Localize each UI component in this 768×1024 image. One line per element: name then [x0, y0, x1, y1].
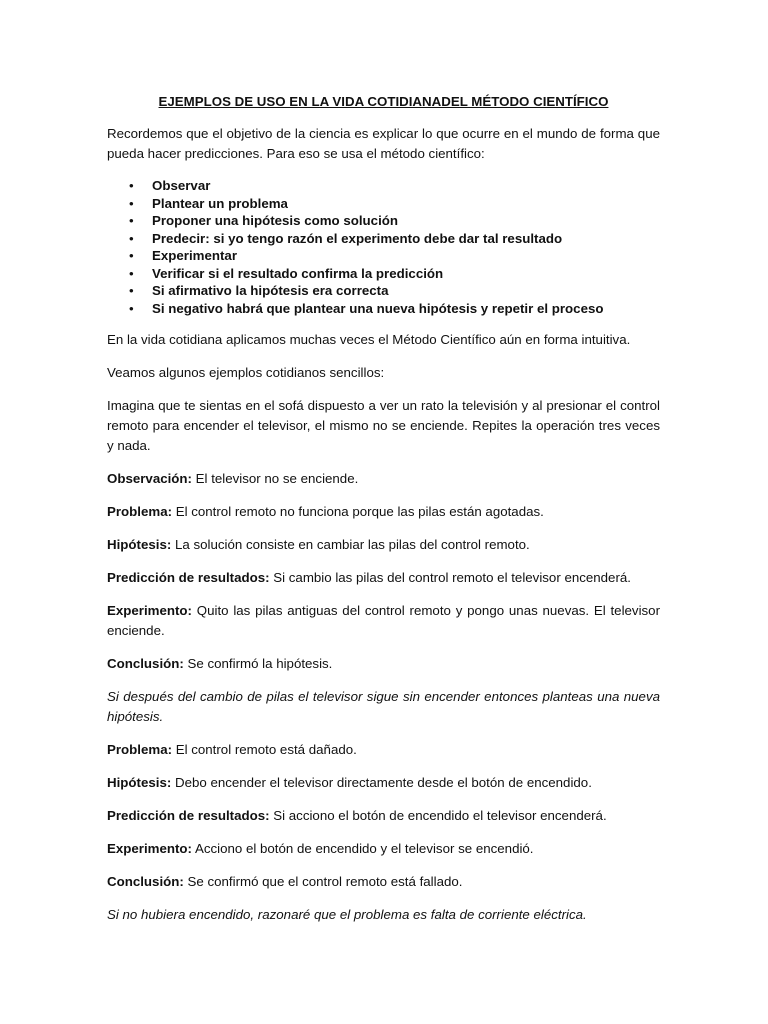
experimento-paragraph: Experimento: Quito las pilas antiguas del control remoto y pongo unas nuevas. El televisor enciende. — [107, 603, 660, 638]
conclusion-paragraph: Conclusión: Se confirmó la hipótesis. — [107, 656, 333, 671]
hipotesis-2-paragraph: Hipótesis: Debo encender el televisor directamente desde el botón de encendido. — [107, 775, 592, 790]
observacion-paragraph: Observación: El televisor no se enciende. — [107, 471, 359, 486]
conclusion-label: Conclusión: — [107, 874, 184, 889]
prediccion-label: Predicción de resultados: — [107, 570, 270, 585]
observacion-label: Observación: — [107, 471, 192, 486]
bullet-icon: • — [129, 230, 134, 246]
list-item: • Proponer una hipótesis como solución — [129, 213, 399, 228]
experimento-label: Experimento: — [107, 841, 192, 856]
scenario-paragraph: Imagina que te sientas en el sofá dispuesto a ver un rato la televisión y al presionar el control remoto para encender el televisor, el mismo no se enciende. Repites la operación tres veces y nada. — [107, 398, 660, 453]
daily-life-paragraph: En la vida cotidiana aplicamos muchas veces el Método Científico aún en forma intuitiva. — [107, 332, 631, 347]
hipotesis-label: Hipótesis: — [107, 775, 172, 790]
conclusion-2-paragraph: Conclusión: Se confirmó que el control remoto está fallado. — [107, 874, 463, 889]
bullet-icon: • — [129, 265, 134, 281]
document-title: EJEMPLOS DE USO EN LA VIDA COTIDIANADEL MÉTODO CIENTÍFICO — [158, 94, 609, 109]
list-item: • Plantear un problema — [129, 195, 288, 211]
experimento-2-paragraph: Experimento: Acciono el botón de encendido y el televisor se encendió. — [107, 841, 534, 856]
hipotesis-paragraph: Hipótesis: La solución consiste en cambiar las pilas del control remoto. — [107, 537, 530, 552]
list-item: • Si negativo habrá que plantear una nueva hipótesis y repetir el proceso — [129, 300, 604, 316]
experimento-label: Experimento: — [107, 603, 192, 618]
problema-label: Problema: — [107, 504, 173, 519]
transition-note: Si después del cambio de pilas el televisor sigue sin encender entonces planteas una nueva hipótesis. — [107, 689, 660, 724]
final-note: Si no hubiera encendido, razonaré que el problema es falta de corriente eléctrica. — [107, 907, 587, 922]
list-item: • Predecir: si yo tengo razón el experimento debe dar tal resultado — [129, 230, 563, 246]
prediccion-2-paragraph: Predicción de resultados: Si acciono el botón de encendido el televisor encenderá. — [107, 808, 607, 823]
bullet-icon: • — [129, 195, 134, 211]
problema-label: Problema: — [107, 742, 173, 757]
bullet-icon: • — [129, 213, 134, 228]
list-item: • Si afirmativo la hipótesis era correcta — [129, 283, 389, 298]
list-item: • Observar — [129, 178, 211, 193]
intro-paragraph: Recordemos que el objetivo de la ciencia es explicar lo que ocurre en el mundo de forma que pueda hacer predicciones. Para eso se usa el método científico: — [107, 126, 660, 161]
list-item: • Experimentar — [129, 248, 237, 263]
problema-paragraph: Problema: El control remoto no funciona porque las pilas están agotadas. — [107, 504, 544, 519]
bullet-icon: • — [129, 300, 134, 316]
bullet-icon: • — [129, 248, 134, 263]
problema-2-paragraph: Problema: El control remoto está dañado. — [107, 742, 357, 757]
hipotesis-label: Hipótesis: — [107, 537, 172, 552]
prediccion-paragraph: Predicción de resultados: Si cambio las pilas del control remoto el televisor encenderá. — [107, 570, 631, 585]
scientific-method-steps — [107, 177, 660, 317]
prediccion-label: Predicción de resultados: — [107, 808, 270, 823]
examples-intro-paragraph: Veamos algunos ejemplos cotidianos sencillos: — [107, 365, 385, 380]
conclusion-label: Conclusión: — [107, 656, 184, 671]
bullet-icon: • — [129, 283, 134, 298]
list-item: • Verificar si el resultado confirma la predicción — [129, 265, 444, 281]
bullet-icon: • — [129, 178, 134, 193]
document-body — [107, 93, 660, 938]
